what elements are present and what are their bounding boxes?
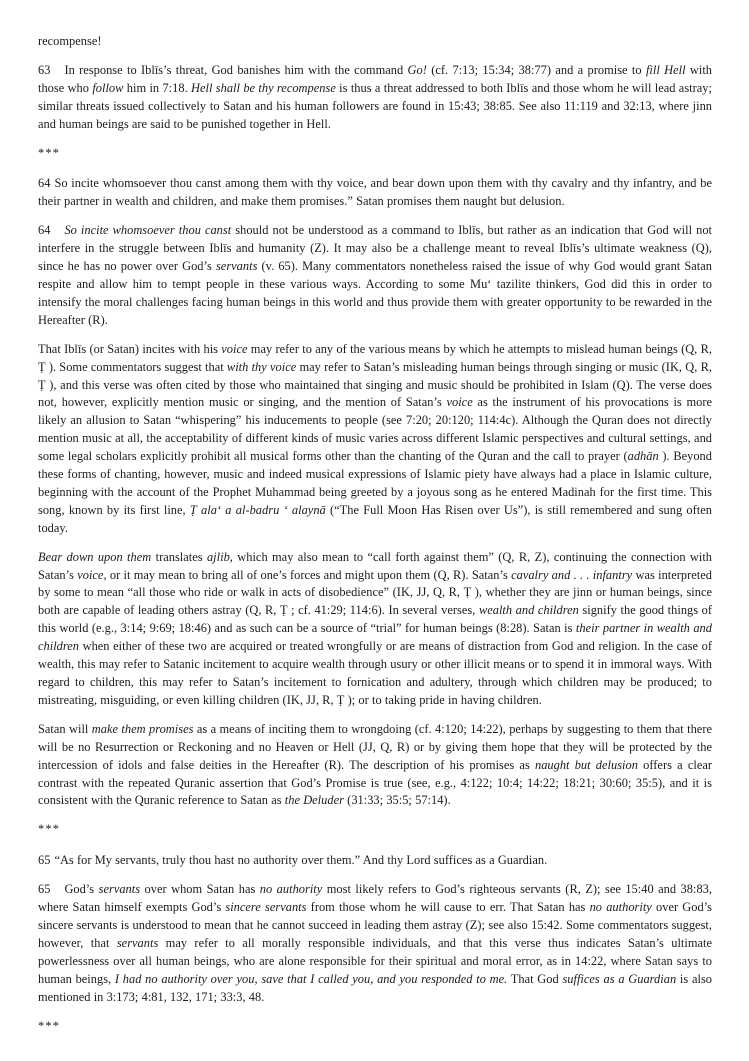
commentary-64-paragraph <box>38 222 712 329</box>
commentary-64-text: So incite whomsoever thou canst should not be understood as a command to Iblīs, but rather as an indication that God will not interfere in the struggle between Iblīs and humanity (Z). It may also be a challenge meant to reveal Iblīs’s ultimate weakness (Q), since he has no power over God’s servants (v. 65). Many commentators nonetheless raised the issue of why God would grant Satan respite and allow him to tempt people in these various ways. According to some Mu‘ tazilite thinkers, God did this in order to intensify the moral challenges facing human beings in this world and thus provide them with greater opportunity to be rewarded in the Hereafter (R). <box>38 223 712 327</box>
verse-64-number: 64 <box>38 176 51 191</box>
section-separator-1: *** <box>38 145 61 160</box>
verse-65-number: 65 <box>38 853 51 868</box>
text-column <box>38 33 712 1035</box>
verse-64-text: So incite whomsoever thou canst among them with thy voice, and bear down upon them with thy cavalry and thy infantry, and be their partner in wealth and children, and make them promises.” Satan promises them naught but delusion. <box>38 176 712 209</box>
section-separator-2: *** <box>38 822 61 837</box>
voice-commentary-paragraph: That Iblīs (or Satan) incites with his voice may refer to any of the various means by which he attempts to mislead human beings (Q, R, Ṭ ). Some commentators suggest that with thy voice may refer to Satan’s misleading human beings through singing or music (IK, Q, R, Ṭ ), and this verse was often cited by those who maintained that singing and music should be prohibited in Islam (Q). The verse does not, however, explicitly mention music or singing, and the mention of Satan’s voice as the instrument of his provocations is more likely an allusion to Satan “whispering” his inducements to people (see 7:20; 20:120; 114:4c). Although the Quran does not directly mention music at all, the acceptability of different kinds of music varies across different Islamic perspectives and cultural settings, and some legal scholars explicitly prohibit all musical forms other than the chanting of the Quran and the call to prayer (adhān ). Beyond these forms of chanting, however, music and indeed musical expressions of Islamic piety have always had a place in Islamic culture, beginning with the account of the Prophet Muhammad being greeted by a joyous song as he entered Madinah for the first time. This song, known by its first line, Ṭ ala‘ a al-badru ‘ alaynā (“The Full Moon Has Risen over Us”), is still remembered and sung often today. <box>38 341 712 535</box>
commentary-65-paragraph <box>38 881 712 1006</box>
commentary-63-text: In response to Iblīs’s threat, God banishes him with the command Go! (cf. 7:13; 15:34; 38:77) and a promise to fill Hell with those who follow him in 7:18. Hell shall be thy recompense is thus a threat addressed to both Iblīs and those whom he will lead astray; similar threats issued collectively to Satan and his human followers are found in 15:43; 38:85. See also 11:119 and 32:13, where jinn and human beings are said to be punished together in Hell. <box>38 62 712 131</box>
bear-down-commentary-paragraph: Bear down upon them translates ajlib, which may also mean to “call forth against them” (Q, R, Z), continuing the connection with Satan’s voice, or it may mean to bring all of one’s forces and might upon them (Q, R). Satan’s cavalry and . . . infantry was interpreted by some to mean “all those who ride or walk in acts of disobedience” (IK, JJ, Q, R, Ṭ ), whether they are jinn or human beings, since both are capable of leading others astray (Q, R, Ṭ ; cf. 41:29; 114:6). In several verses, wealth and children signify the good things of this world (e.g., 3:14; 9:69; 18:46) and as such can be a source of “trial” for human beings (8:28). Satan is their partner in wealth and children when either of these two are acquired or treated wrongfully or are means of distraction from God and religion. In the case of wealth, this may refer to Satanic incitement to acquire wealth through usury or other illicit means or to spend it in immoral ways. With regard to children, this may refer to Satan’s incitement to fornication and adultery, through which children may be produced; to mistreating, misguiding, or even killing children (IK, JJ, R, Ṭ ); or to taking pride in having children. <box>38 549 713 707</box>
verse-64-paragraph <box>38 175 712 211</box>
verse-65-paragraph <box>38 852 712 870</box>
carryover-line: recompense! <box>38 34 102 48</box>
section-separator-3: *** <box>38 1018 61 1033</box>
verse-65-text: “As for My servants, truly thou hast no authority over them.” And thy Lord suffices as a Guardian. <box>54 853 548 868</box>
commentary-65-text: God’s servants over whom Satan has no authority most likely refers to God’s righteous servants (R, Z); see 15:40 and 38:83, where Satan himself exempts God’s sincere servants from those whom he will cause to err. That Satan has no authority over God’s sincere servants is understood to mean that he cannot succeed in leading them astray (Z); see also 15:42. Some commentators suggest, however, that servants may refer to all morally responsible individuals, and that this verse thus indicates Satan’s ultimate powerlessness over all human beings, who are alone responsible for their spiritual and moral error, as in 14:22, where Satan says to human beings, I had no authority over you, save that I called you, and you responded to me. That God suffices as a Guardian is also mentioned in 3:173; 4:81, 132, 171; 33:3, 48. <box>38 882 713 1004</box>
commentary-63-paragraph <box>38 62 712 134</box>
commentary-64-verse-number: 64 <box>38 223 51 238</box>
commentary-63-verse-number: 63 <box>38 62 51 77</box>
promises-commentary-paragraph: Satan will make them promises as a means of inciting them to wrongdoing (cf. 4:120; 14:22), perhaps by suggesting to them that there will be no Resurrection or Reckoning and no Heaven or Hell (JJ, Q, R) or by giving them hope that they will be protected by the intercession of idols and false deities in the Hereafter (R). The description of his promises as naught but delusion offers a clear contrast with the repeated Quranic assertion that God’s Promise is true (see, e.g., 4:122; 10:4; 14:22; 18:21; 30:60; 35:5), and it is consistent with the Quranic reference to Satan as the Deluder (31:33; 35:5; 57:14). <box>38 721 712 808</box>
commentary-65-verse-number: 65 <box>38 882 51 897</box>
